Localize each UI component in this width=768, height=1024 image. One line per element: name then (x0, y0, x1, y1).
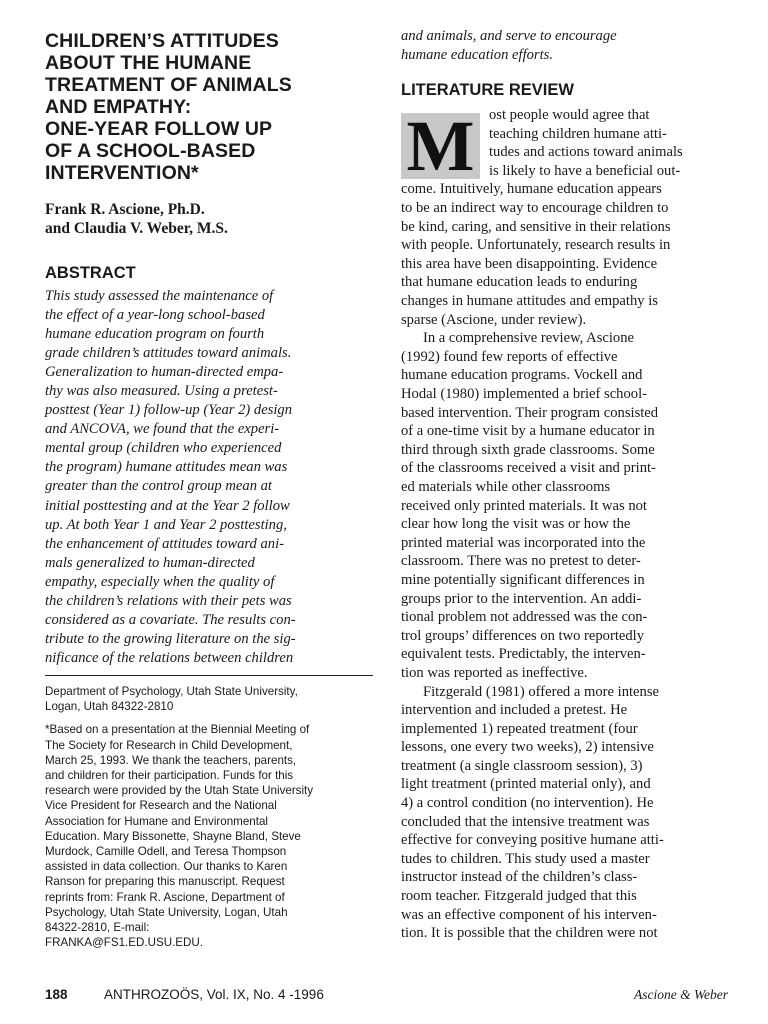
abstract-line: empathy, especially when the quality of (45, 573, 275, 590)
article-title (45, 30, 375, 184)
footnote-line: March 25, 1993. We thank the teachers, parents, (45, 753, 297, 767)
body-line: instructor instead of the children’s class- (401, 869, 638, 886)
footnote-line: 84322-2810, E-mail: (45, 921, 150, 935)
abstract-line: the effect of a year-long school-based (45, 307, 265, 324)
abstract-line: initial posttesting and at the Year 2 follow (45, 497, 290, 514)
running-head: Ascione & Weber (634, 987, 728, 1002)
abstract-continuation (401, 27, 726, 65)
body-line: implemented 1) repeated treatment (four (401, 720, 638, 737)
body-line: come. Intuitively, humane education appears (401, 181, 662, 198)
body-line: intervention and included a pretest. He (401, 702, 628, 719)
footnote-line: *Based on a presentation at the Biennial Meeting of (45, 723, 310, 737)
footnote-line: Murdock, Camille Odell, and Teresa Thompson (45, 845, 287, 859)
body-line: with people. Unfortunately, research results in (401, 237, 671, 254)
body-line: this area have been disappointing. Evidence (401, 255, 658, 272)
body-line: treatment (a single classroom session), 3) (401, 757, 643, 774)
footnote-line: Association for Humane and Environmental (45, 814, 268, 828)
abstract-line: up. At both Year 1 and Year 2 posttesting, (45, 516, 287, 533)
body-line: printed material was incorporated into the (401, 534, 646, 551)
body-line: of a one-time visit by a humane educator in (401, 423, 655, 440)
body-line: be kind, caring, and sensitive in their relations (401, 218, 671, 235)
abstract-line: humane education efforts. (401, 47, 553, 64)
footnote-line: The Society for Research in Child Development, (45, 738, 293, 752)
abstract-line: Generalization to human-directed empa- (45, 364, 284, 381)
title-line: AND EMPATHY: (45, 96, 192, 118)
affiliation-note (45, 684, 375, 714)
body-line: tional problem not addressed was the con- (401, 609, 648, 626)
abstract-line: the children’s relations with their pets was (45, 592, 292, 609)
literature-review-body (401, 106, 726, 943)
abstract-line: and ANCOVA, we found that the experi- (45, 421, 280, 438)
author-line: and Claudia V. Weber, M.S. (45, 220, 228, 237)
page-number: 188 (45, 987, 68, 1002)
abstract-line: tribute to the growing literature on the sig- (45, 630, 296, 647)
body-line: ed materials while other classrooms (401, 478, 611, 495)
drop-cap (401, 106, 480, 187)
footnote-line: assisted in data collection. Our thanks to Karen (45, 860, 288, 874)
abstract-heading: ABSTRACT (45, 264, 136, 282)
abstract-line: the enhancement of attitudes toward ani- (45, 535, 285, 552)
page-footer (45, 986, 728, 1004)
body-line: groups prior to the intervention. An addi- (401, 590, 642, 607)
abstract-line: nificance of the relations between children (45, 649, 294, 666)
title-line: INTERVENTION* (45, 162, 199, 184)
literature-review-heading: LITERATURE REVIEW (401, 81, 574, 100)
abstract-line: mental group (children who experienced (45, 440, 282, 457)
body-line: sparse (Ascione, under review). (401, 311, 587, 328)
left-column (45, 30, 375, 668)
title-line: OF A SCHOOL-BASED (45, 140, 256, 162)
abstract-line: This study assessed the maintenance of (45, 288, 274, 304)
body-line: classroom. There was no pretest to deter- (401, 553, 641, 570)
body-line: teaching children humane atti- (489, 125, 667, 142)
abstract-text (45, 287, 375, 668)
body-line: is likely to have a beneficial out- (489, 162, 681, 179)
footnote-line: Education. Mary Bissonette, Shayne Bland, Steve (45, 829, 301, 843)
body-line: that humane education leads to enduring (401, 274, 638, 291)
footnote-divider (45, 675, 373, 676)
body-line: tudes to children. This study used a master (401, 850, 650, 867)
title-line: TREATMENT OF ANIMALS (45, 74, 292, 96)
body-line: tion was reported as ineffective. (401, 664, 588, 681)
footnote-line: research were provided by the Utah State University (45, 784, 314, 798)
title-line: ABOUT THE HUMANE (45, 52, 252, 74)
body-line: third through sixth grade classrooms. Some (401, 441, 655, 458)
footnote-line: Vice President for Research and the National (45, 799, 277, 813)
abstract-line: greater than the control group mean at (45, 478, 272, 495)
body-line: equivalent tests. Predictably, the interven- (401, 646, 646, 663)
abstract-line: considered as a covariate. The results con- (45, 611, 296, 628)
body-line: of the classrooms received a visit and print- (401, 460, 656, 477)
body-line: effective for conveying positive humane atti- (401, 832, 664, 849)
body-line: ost people would agree that (489, 107, 650, 124)
footnote-line: and children for their participation. Funds for this (45, 769, 294, 783)
body-line: tion. It is possible that the children were not (401, 925, 658, 942)
footnote-line: reprints from: Frank R. Ascione, Department of (45, 890, 285, 904)
drop-cap-letter: M (406, 106, 475, 187)
abstract-line: mals generalized to human-directed (45, 554, 255, 571)
footnote-email[interactable]: FRANKA@FS1.ED.USU.EDU. (45, 936, 204, 950)
author-line: Frank R. Ascione, Ph.D. (45, 201, 205, 218)
body-line: lessons, one every two weeks), 2) intensive (401, 739, 654, 756)
footnotes (45, 684, 375, 950)
journal-citation: ANTHROZOÖS, Vol. IX, No. 4 -1996 (104, 987, 324, 1002)
body-line: 4) a control condition (no intervention). He (401, 795, 654, 812)
body-line: mine potentially significant differences in (401, 571, 645, 588)
body-line: tudes and actions toward animals (489, 144, 683, 161)
body-line: based intervention. Their program consisted (401, 404, 659, 421)
body-line: to be an indirect way to encourage children to (401, 200, 669, 217)
abstract-line: grade children’s attitudes toward animals. (45, 345, 292, 362)
abstract-line: and animals, and serve to encourage (401, 28, 617, 44)
footnote-line: Department of Psychology, Utah State University, (45, 685, 298, 698)
body-line: was an effective component of his interven- (401, 906, 657, 923)
body-line: humane education programs. Vockell and (401, 367, 643, 384)
abstract-line: thy was also measured. Using a pretest- (45, 383, 278, 400)
body-line: concluded that the intensive treatment was (401, 813, 650, 830)
footnote-line: Ranson for preparing this manuscript. Request (45, 875, 285, 889)
abstract-line: the program) humane attitudes mean was (45, 459, 288, 476)
body-line: room teacher. Fitzgerald judged that this (401, 888, 637, 905)
body-line: trol groups’ differences on two reportedly (401, 627, 645, 644)
title-line: CHILDREN’S ATTITUDES (45, 30, 279, 52)
body-line: In a comprehensive review, Ascione (423, 330, 634, 347)
right-column (401, 27, 726, 943)
title-line: ONE-YEAR FOLLOW UP (45, 118, 273, 140)
body-line: received only printed materials. It was not (401, 497, 647, 514)
abstract-line: humane education program on fourth (45, 326, 265, 343)
body-line: changes in humane attitudes and empathy is (401, 293, 658, 310)
authors (45, 200, 375, 238)
acknowledgement-note (45, 722, 375, 950)
footnote-line: Psychology, Utah State University, Logan, Utah (45, 905, 288, 919)
footnote-line: Logan, Utah 84322-2810 (45, 700, 174, 714)
body-line: (1992) found few reports of effective (401, 348, 618, 365)
body-line: light treatment (printed material only), and (401, 776, 651, 793)
abstract-line: posttest (Year 1) follow-up (Year 2) design (45, 402, 293, 419)
body-line: Fitzgerald (1981) offered a more intense (423, 683, 659, 700)
body-line: Hodal (1980) implemented a brief school- (401, 386, 647, 402)
body-line: clear how long the visit was or how the (401, 516, 631, 533)
